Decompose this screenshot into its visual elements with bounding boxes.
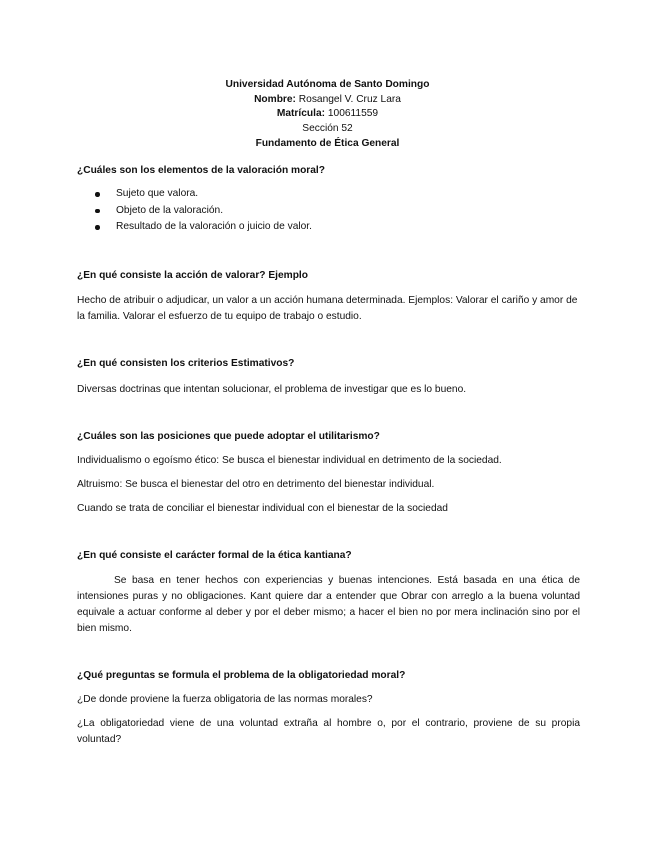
document-header	[0, 78, 655, 152]
question-heading: ¿En qué consiste el carácter formal de la ética kantiana?	[77, 550, 352, 561]
answer-paragraph: ¿La obligatoriedad viene de una voluntad extraña al hombre o, por el contrario, proviene de su propia voluntad?	[77, 718, 580, 745]
list-item: Resultado de la valoración o juicio de valor.	[95, 221, 312, 238]
question-heading: ¿Cuáles son los elementos de la valoración moral?	[77, 165, 325, 176]
question-heading: ¿En qué consisten los criterios Estimativos?	[77, 358, 295, 369]
answer-paragraph: ¿De donde proviene la fuerza obligatoria de las normas morales?	[77, 694, 373, 705]
list-item: Sujeto que valora.	[95, 188, 312, 205]
section-number: Sección 52	[302, 123, 353, 135]
answer-paragraph: Se basa en tener hechos con experiencias y buenas intenciones. Está basada en una ética de intensiones puras y no obligaciones. Kant quiere dar a entender que Obrar con arreglo a la buena voluntad equivale a actuar conforme al deber y por el deber mismo; a hacer el bien no por mera inclinación sino por el bien mismo.	[77, 575, 580, 634]
matricula-value: 100611559	[327, 108, 379, 120]
question-heading: ¿Qué preguntas se formula el problema de la obligatoriedad moral?	[77, 670, 406, 681]
answer-paragraph: Hecho de atribuir o adjudicar, un valor a un acción humana determinada. Ejemplos: Valorar el cariño y amor de la familia. Valorar el esfuerzo de tu equipo de trabajo o estudio.	[77, 295, 578, 322]
list-item: Objeto de la valoración.	[95, 205, 312, 222]
course-name: Fundamento de Ética General	[255, 137, 400, 149]
student-name: Rosangel V. Cruz Lara	[298, 93, 401, 105]
question-heading: ¿Cuáles son las posiciones que puede adoptar el utilitarismo?	[77, 431, 380, 442]
name-label: Nombre:	[254, 93, 296, 105]
university-name: Universidad Autónoma de Santo Domingo	[225, 79, 430, 90]
answer-paragraph: Individualismo o egoísmo ético: Se busca el bienestar individual en detrimento de la sociedad.	[77, 455, 502, 466]
answer-paragraph: Altruismo: Se busca el bienestar del otro en detrimento del bienestar individual.	[77, 479, 435, 490]
bullet-icon	[95, 192, 100, 197]
matricula-label: Matrícula:	[276, 108, 326, 120]
bullet-icon	[95, 225, 100, 230]
answer-paragraph: Cuando se trata de conciliar el bienestar individual con el bienestar de la sociedad	[77, 503, 448, 514]
bullet-list	[95, 188, 312, 238]
bullet-icon	[95, 209, 100, 214]
question-heading: ¿En qué consiste la acción de valorar? Ejemplo	[77, 270, 308, 281]
answer-paragraph: Diversas doctrinas que intentan solucionar, el problema de investigar que es lo bueno.	[77, 384, 467, 395]
